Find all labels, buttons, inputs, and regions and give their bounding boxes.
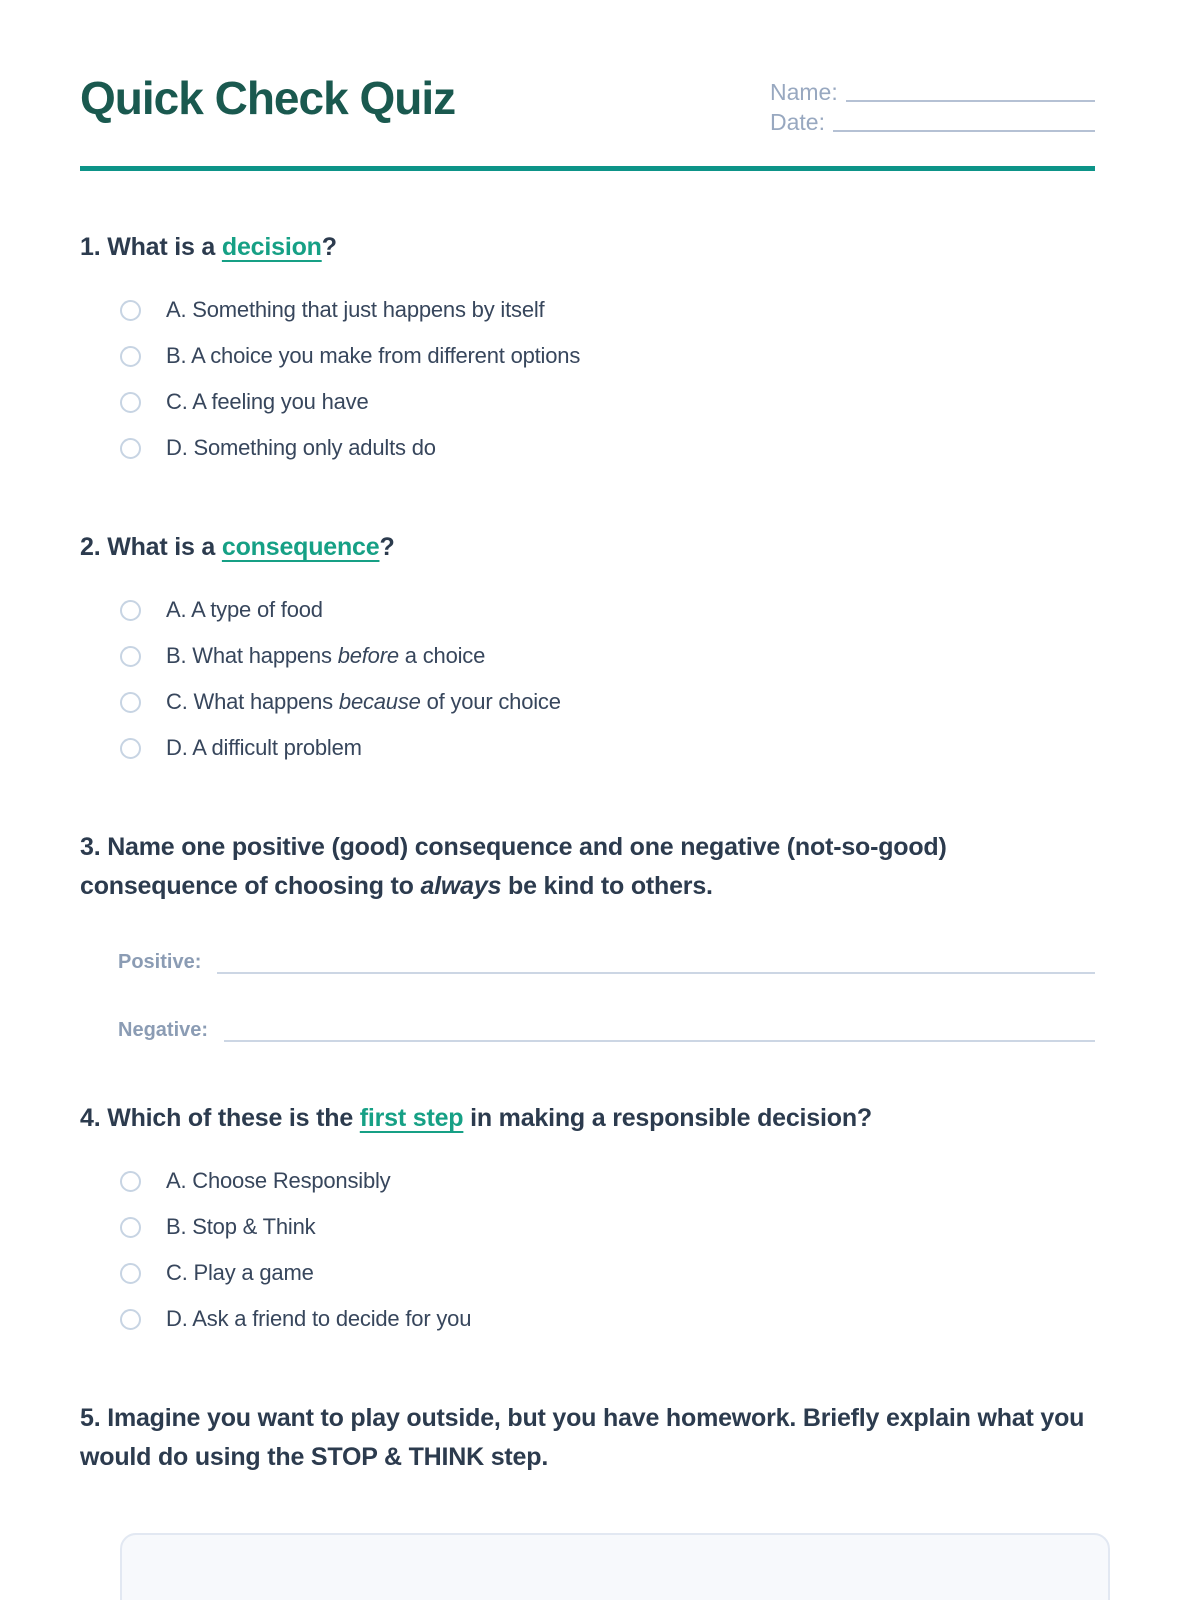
option-label: C. Play a game	[166, 1260, 314, 1285]
option-label: B. Stop & Think	[166, 1214, 316, 1239]
question-2-key-term: consequence	[221, 533, 380, 561]
option-label: D. Something only adults do	[166, 435, 436, 460]
question-1-options	[80, 287, 1095, 471]
option-row	[120, 425, 1095, 471]
question-1-heading: 1. What is a decision?	[80, 233, 337, 261]
negative-answer-line[interactable]	[224, 1040, 1095, 1042]
question-4-options	[80, 1158, 1095, 1342]
name-row	[770, 76, 1095, 106]
page-title: Quick Check Quiz	[80, 72, 456, 124]
free-response-box[interactable]	[120, 1533, 1110, 1600]
quiz-page	[80, 0, 1095, 1600]
radio-button[interactable]	[120, 392, 141, 413]
radio-button[interactable]	[120, 300, 141, 321]
option-row	[120, 333, 1095, 379]
option-label: B. A choice you make from different options	[166, 343, 581, 368]
option-row	[120, 1204, 1095, 1250]
negative-row	[80, 1012, 1095, 1042]
radio-button[interactable]	[120, 346, 141, 367]
option-label: C. What happens because of your choice	[166, 689, 561, 714]
question-3	[80, 828, 1095, 1042]
radio-button[interactable]	[120, 1217, 141, 1238]
option-row	[120, 633, 1095, 679]
option-label: A. Something that just happens by itself	[166, 297, 545, 322]
radio-button[interactable]	[120, 1263, 141, 1284]
option-row	[120, 587, 1095, 633]
option-row	[120, 1250, 1095, 1296]
radio-button[interactable]	[120, 738, 141, 759]
option-label: A. A type of food	[166, 597, 323, 622]
radio-button[interactable]	[120, 646, 141, 667]
radio-button[interactable]	[120, 438, 141, 459]
option-row	[120, 379, 1095, 425]
header-divider	[80, 166, 1095, 171]
option-label: A. Choose Responsibly	[166, 1168, 391, 1193]
option-row	[120, 679, 1095, 725]
question-1	[80, 228, 1095, 471]
question-4-heading: 4. Which of these is the first step in making a responsible decision?	[80, 1104, 872, 1132]
negative-label: Negative:	[118, 1019, 209, 1041]
date-row	[770, 106, 1095, 136]
date-label: Date:	[770, 109, 825, 135]
question-2	[80, 528, 1095, 771]
option-label: C. A feeling you have	[166, 389, 369, 414]
name-date-block	[770, 72, 1095, 136]
option-label: B. What happens before a choice	[166, 643, 486, 668]
positive-answer-line[interactable]	[217, 972, 1095, 974]
option-row	[120, 1296, 1095, 1342]
name-label: Name:	[770, 79, 838, 105]
date-answer-line[interactable]	[833, 130, 1095, 132]
header	[80, 0, 1095, 136]
option-row	[120, 287, 1095, 333]
question-5-heading: 5. Imagine you want to play outside, but you have homework. Briefly explain what you would do using the STOP & THINK step.	[80, 1404, 1085, 1471]
radio-button[interactable]	[120, 1171, 141, 1192]
positive-row	[80, 944, 1095, 974]
option-label: D. A difficult problem	[166, 735, 362, 760]
question-5	[80, 1399, 1095, 1600]
radio-button[interactable]	[120, 1309, 141, 1330]
option-label: D. Ask a friend to decide for you	[166, 1306, 472, 1331]
question-3-heading: 3. Name one positive (good) consequence and one negative (not-so-good) consequence of choosing to always be kind to others.	[80, 833, 947, 900]
option-row	[120, 1158, 1095, 1204]
option-row	[120, 725, 1095, 771]
positive-label: Positive:	[118, 951, 202, 973]
question-4	[80, 1099, 1095, 1342]
question-2-options	[80, 587, 1095, 771]
question-1-key-term: decision	[221, 233, 322, 261]
radio-button[interactable]	[120, 692, 141, 713]
radio-button[interactable]	[120, 600, 141, 621]
question-2-heading: 2. What is a consequence?	[80, 533, 395, 561]
name-answer-line[interactable]	[846, 100, 1095, 102]
question-4-key-term: first step	[359, 1104, 464, 1132]
